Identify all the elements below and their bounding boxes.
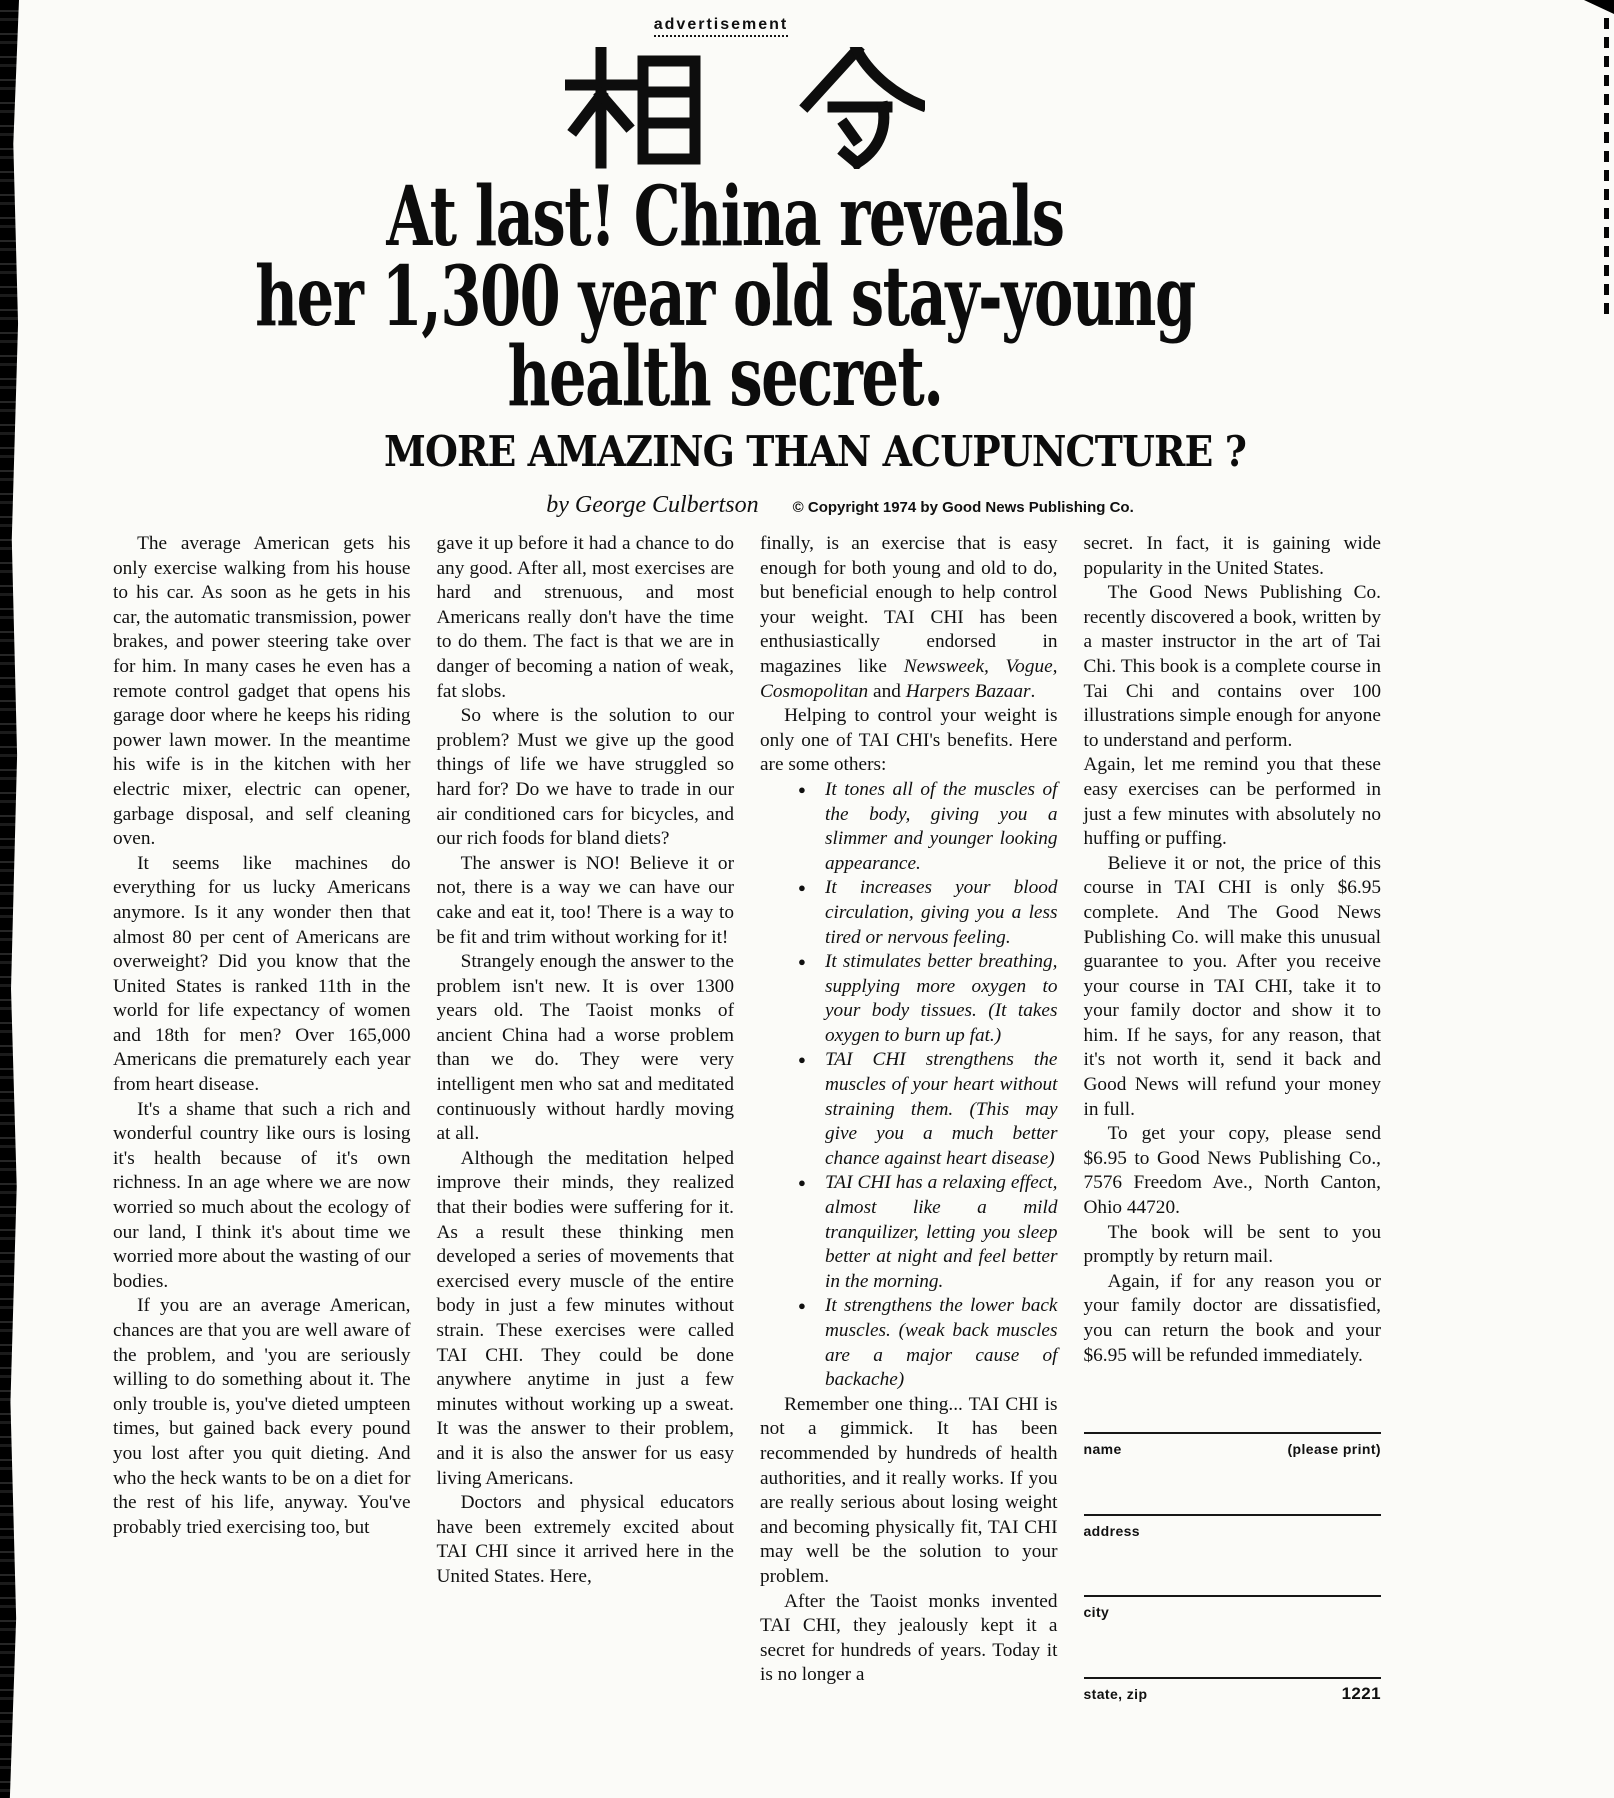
column-3 bbox=[760, 532, 1058, 1707]
left-edge-scan-artifact bbox=[0, 0, 19, 1798]
chinese-characters bbox=[0, 47, 1490, 171]
column-1 bbox=[113, 532, 411, 1707]
chinese-characters-icon bbox=[565, 47, 925, 169]
column-4 bbox=[1084, 532, 1382, 1707]
column3-paragraph: Remember one thing... TAI CHI is not a gimmick. It has been recommended by hundreds of health authorities, and it really works. If you are really serious about losing weight and becoming physically fit, TAI CHI may well be the solution to your problem. bbox=[760, 1393, 1058, 1587]
column4-paragraph: secret. In fact, it is gaining wide popularity in the United States. bbox=[1083, 533, 1381, 579]
column4-paragraph: The book will be sent to you promptly by return mail. bbox=[1083, 1221, 1381, 1268]
byline: by George Culbertson bbox=[546, 492, 759, 518]
form-row-name bbox=[1084, 1432, 1382, 1462]
column1-paragraph: It's a shame that such a rich and wonderful country like ours is losing it's health because of it's own richness. In an age where we are now worried so much about the ecology of our land, I think it's about time we worried more about the wasting of our bodies. bbox=[113, 1098, 411, 1292]
form-row-city bbox=[1084, 1595, 1382, 1625]
column1-paragraph: The average American gets his only exercise walking from his house to his car. As soon as he gets in his car, the automatic transmission, power brakes, and power steering take over for him. In many cases he even has a remote control gadget that opens his garage door where he keeps his riding power lawn mower. In the meantime his wife is in the kitchen with her electric mixer, electric can opener, garbage disposal, and self cleaning oven. bbox=[113, 533, 411, 850]
right-edge-dash-marks bbox=[1604, 14, 1609, 314]
column2-paragraph: The answer is NO! Believe it or not, there is a way we can have our cake and eat it, too! There is a way to be fit and trim without working for it! bbox=[436, 852, 734, 948]
column2-paragraph: Strangely enough the answer to the problem isn't new. It is over 1300 years old. The Taoist monks of ancient China had a worse problem than we do. They were very intelligent men who sat and meditated continuously without hardly moving at all. bbox=[436, 951, 734, 1145]
masthead bbox=[0, 0, 1490, 519]
name-label: name bbox=[1083, 1441, 1122, 1458]
byline-row bbox=[95, 492, 1585, 519]
column4-paragraph: Again, if for any reason you or your family doctor are dissatisfied, you can return the book and your $6.95 will be refunded immediately. bbox=[1083, 1270, 1381, 1366]
column4-paragraph: The Good News Publishing Co. recently discovered a book, written by a master instructor in the art of Tai Chi. This book is a complete course in Tai Chi and contains over 100 illustrations simple enough for anyone to understand and perform. bbox=[1083, 582, 1381, 751]
headline-line-2: her 1,300 year old stay-young bbox=[255, 249, 1195, 345]
order-form bbox=[1084, 1432, 1382, 1706]
benefit-item: ● It stimulates better breathing, supplying more oxygen to your body tissues. (It takes oxygen to burn up fat.) bbox=[798, 950, 1058, 1048]
benefit-item: ● TAI CHI has a relaxing effect, almost like a mild tranquilizer, letting you sleep better at night and feel better in the morning. bbox=[798, 1171, 1058, 1294]
column4-paragraph: Believe it or not, the price of this course in TAI CHI is only $6.95 complete. And The Good News Publishing Co. will make this unusual guarantee to you. After you receive your course in TAI CHI, take it to your family doctor and show it to him. If he says, for any reason, that it's not worth it, send it back and Good News will refund your money in full. bbox=[1083, 852, 1381, 1120]
top-right-corner-mark bbox=[1584, 0, 1614, 14]
benefit-item: ● It increases your blood circulation, giving you a less tired or nervous feeling. bbox=[798, 876, 1058, 950]
subheadline: MORE AMAZING THAN ACUPUNCTURE ? bbox=[384, 427, 1246, 476]
column3-intro-paragraph: finally, is an exercise that is easy enough for both young and old to do, but beneficial enough to help control your weight. TAI CHI has been enthusiastically endorsed in magazines like Newsweek, Vogue, Cosmopolitan and Harpers Bazaar. bbox=[760, 533, 1058, 702]
column1-paragraph: It seems like machines do everything for us lucky Americans anymore. Is it any wonder then that almost 80 per cent of Americans are overweight? Did you know that the United States is ranked 11th in the world for life expectancy of women and 18th for men? Over 165,000 Americans die prematurely each year from heart disease. bbox=[113, 852, 411, 1096]
city-label: city bbox=[1083, 1604, 1110, 1621]
column2-paragraph: Doctors and physical educators have been extremely excited about TAI CHI since it arrived here in the United States. Here, bbox=[436, 1492, 734, 1587]
copyright-notice: © Copyright 1974 by Good News Publishing Co. bbox=[792, 499, 1134, 516]
form-row-address bbox=[1084, 1514, 1382, 1544]
column4-paragraph: To get your copy, please send $6.95 to Good News Publishing Co., 7576 Freedom Ave., North Canton, Ohio 44720. bbox=[1083, 1123, 1381, 1219]
benefit-item: ● TAI CHI strengthens the muscles of your heart without straining them. (This may give you a much better chance against heart disease) bbox=[798, 1048, 1058, 1171]
form-code: 1221 bbox=[1341, 1683, 1381, 1703]
column2-paragraph: So where is the solution to our problem? Must we give up the good things of life we have struggled so hard for? Do we have to trade in our air conditioned cars for bicycles, and our rich foods for bland diets? bbox=[436, 705, 734, 850]
column1-paragraph: If you are an average American, chances are that you are well aware of the problem, and 'you are seriously willing to do something about it. The only trouble is, you've dieted umpteen times, but gained back every pound you lost after you quit dieting. And who the heck wants to be on a diet for the rest of his life, anyway. You've probably tried exercising too, but bbox=[113, 1295, 411, 1538]
column2-paragraph: gave it up before it had a chance to do any good. After all, most exercises are hard and strenuous, and most Americans really don't have the time to do them. The fact is that we are in danger of becoming a nation of weak, fat slobs. bbox=[436, 533, 734, 702]
advertisement-label: advertisement bbox=[654, 16, 789, 37]
benefit-item: ● It strengthens the lower back muscles. (weak back muscles are a major cause of backache) bbox=[798, 1294, 1058, 1392]
column2-paragraph: Although the meditation helped improve their minds, they realized that their bodies were suffering for it. As a result these thinking men developed a series of movements that exercised every muscle of the entire body in just a few minutes without strain. These exercises were called TAI CHI. They could be done anywhere anytime in just a few minutes without working up a sweat. It was the answer to their problem, and it is also the answer for us easy living Americans. bbox=[436, 1147, 734, 1489]
form-row-state-zip bbox=[1084, 1677, 1382, 1707]
column3-paragraph: After the Taoist monks invented TAI CHI, they jealously kept it a secret for hundreds of years. Today it is no longer a bbox=[760, 1590, 1058, 1686]
headline-line-3: health secret. bbox=[507, 329, 943, 425]
please-print-hint: (please print) bbox=[1287, 1441, 1381, 1458]
benefits-list bbox=[798, 778, 1058, 1393]
column3-lead-in: Helping to control your weight is only one of TAI CHI's benefits. Here are some others: bbox=[760, 705, 1058, 776]
column-2 bbox=[437, 532, 735, 1707]
state-zip-label: state, zip bbox=[1083, 1685, 1148, 1702]
column4-paragraph: Again, let me remind you that these easy exercises can be performed in just a few minutes with absolutely no huffing or puffing. bbox=[1083, 754, 1381, 850]
article-columns bbox=[113, 532, 1381, 1707]
benefit-item: ● It tones all of the muscles of the body, giving you a slimmer and younger looking appearance. bbox=[798, 778, 1058, 876]
headline-line-1: At last! China reveals bbox=[386, 169, 1064, 265]
headline bbox=[0, 169, 1470, 425]
address-label: address bbox=[1083, 1522, 1140, 1539]
